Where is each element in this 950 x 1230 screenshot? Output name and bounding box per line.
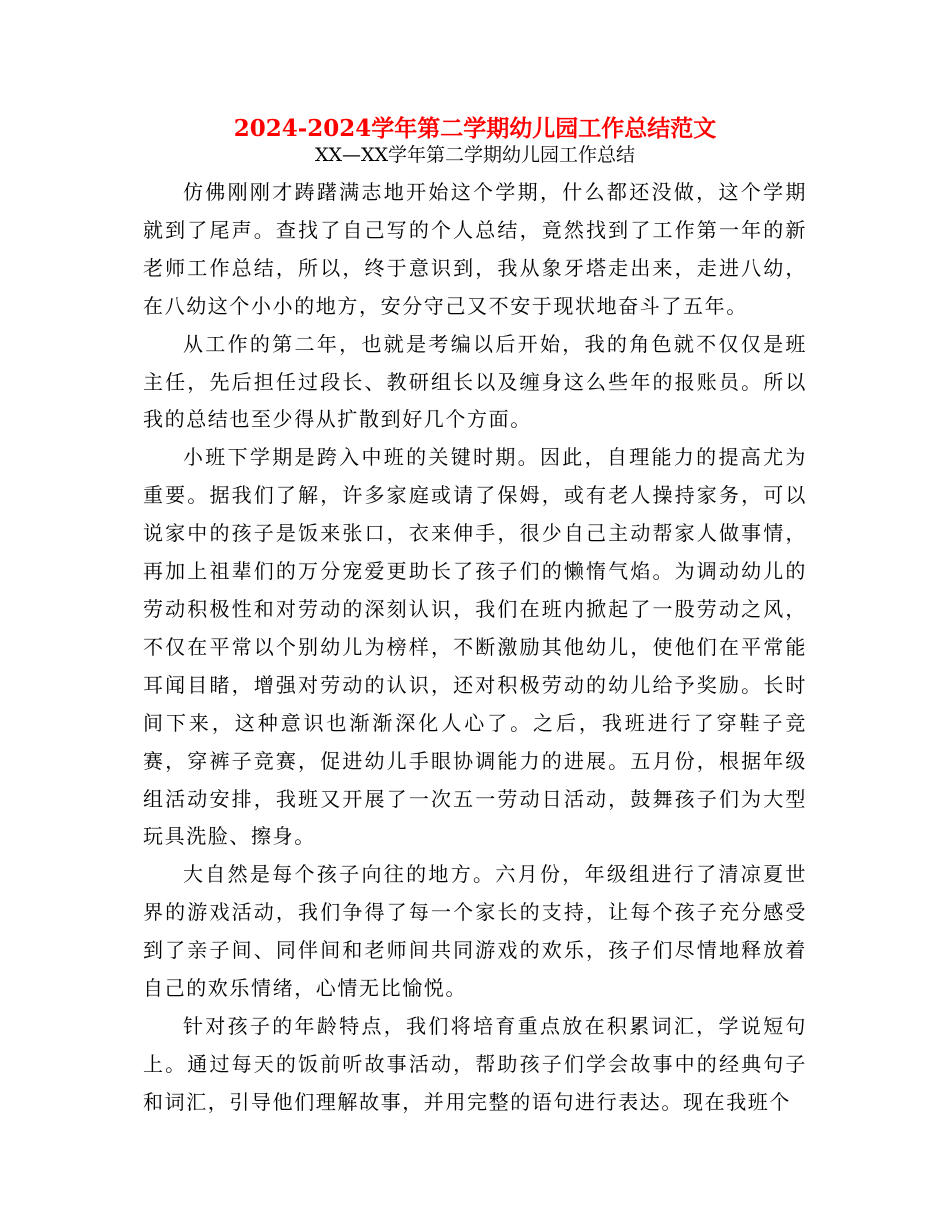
- paragraph-2: 从工作的第二年，也就是考编以后开始，我的角色就不仅仅是班主任，先后担任过段长、教研组长以及缠身这么些年的报账员。所以我的总结也至少得从扩散到好几个方面。: [143, 331, 807, 432]
- document-title: 2024-2024学年第二学期幼儿园工作总结范文: [233, 115, 717, 142]
- document-body: [143, 174, 807, 1122]
- document-subtitle: XX—XX学年第二学期幼儿园工作总结: [314, 144, 636, 166]
- paragraph-1: 仿佛刚刚才踌躇满志地开始这个学期，什么都还没做，这个学期就到了尾声。查找了自己写的个人总结，竟然找到了工作第一年的新老师工作总结，所以，终于意识到，我从象牙塔走出来，走进八幼，在八幼这个小小的地方，安分守己又不安于现状地奋斗了五年。: [143, 180, 807, 318]
- paragraph-4: 大自然是每个孩子向往的地方。六月份，年级组进行了清凉夏世界的游戏活动，我们争得了每一个家长的支持，让每个孩子充分感受到了亲子间、同伴间和老师间共同游戏的欢乐，孩子们尽情地释放着自己的欢乐情绪，心情无比愉悦。: [143, 862, 807, 1001]
- paragraph-5: 针对孩子的年龄特点，我们将培育重点放在积累词汇，学说短句上。通过每天的饭前听故事活动，帮助孩子们学会故事中的经典句子和词汇，引导他们理解故事，并用完整的语句进行表达。现在我班个: [143, 1013, 807, 1114]
- paragraph-3: 小班下学期是跨入中班的关键时期。因此，自理能力的提高尤为重要。据我们了解，许多家庭或请了保姆，或有老人操持家务，可以说家中的孩子是饭来张口，衣来伸手，很少自己主动帮家人做事情，再加上祖辈们的万分宠爱更助长了孩子们的懒惰气焰。为调动幼儿的劳动积极性和对劳动的深刻认识，我们在班内掀起了一股劳动之风，不仅在平常以个别幼儿为榜样，不断激励其他幼儿，使他们在平常能耳闻目睹，增强对劳动的认识，还对积极劳动的幼儿给予奖励。长时间下来，这种意识也渐渐深化人心了。之后，我班进行了穿鞋子竞赛，穿裤子竞赛，促进幼儿手眼协调能力的进展。五月份，根据年级组活动安排，我班又开展了一次五一劳动日活动，鼓舞孩子们为大型玩具洗脸、擦身。: [143, 445, 807, 849]
